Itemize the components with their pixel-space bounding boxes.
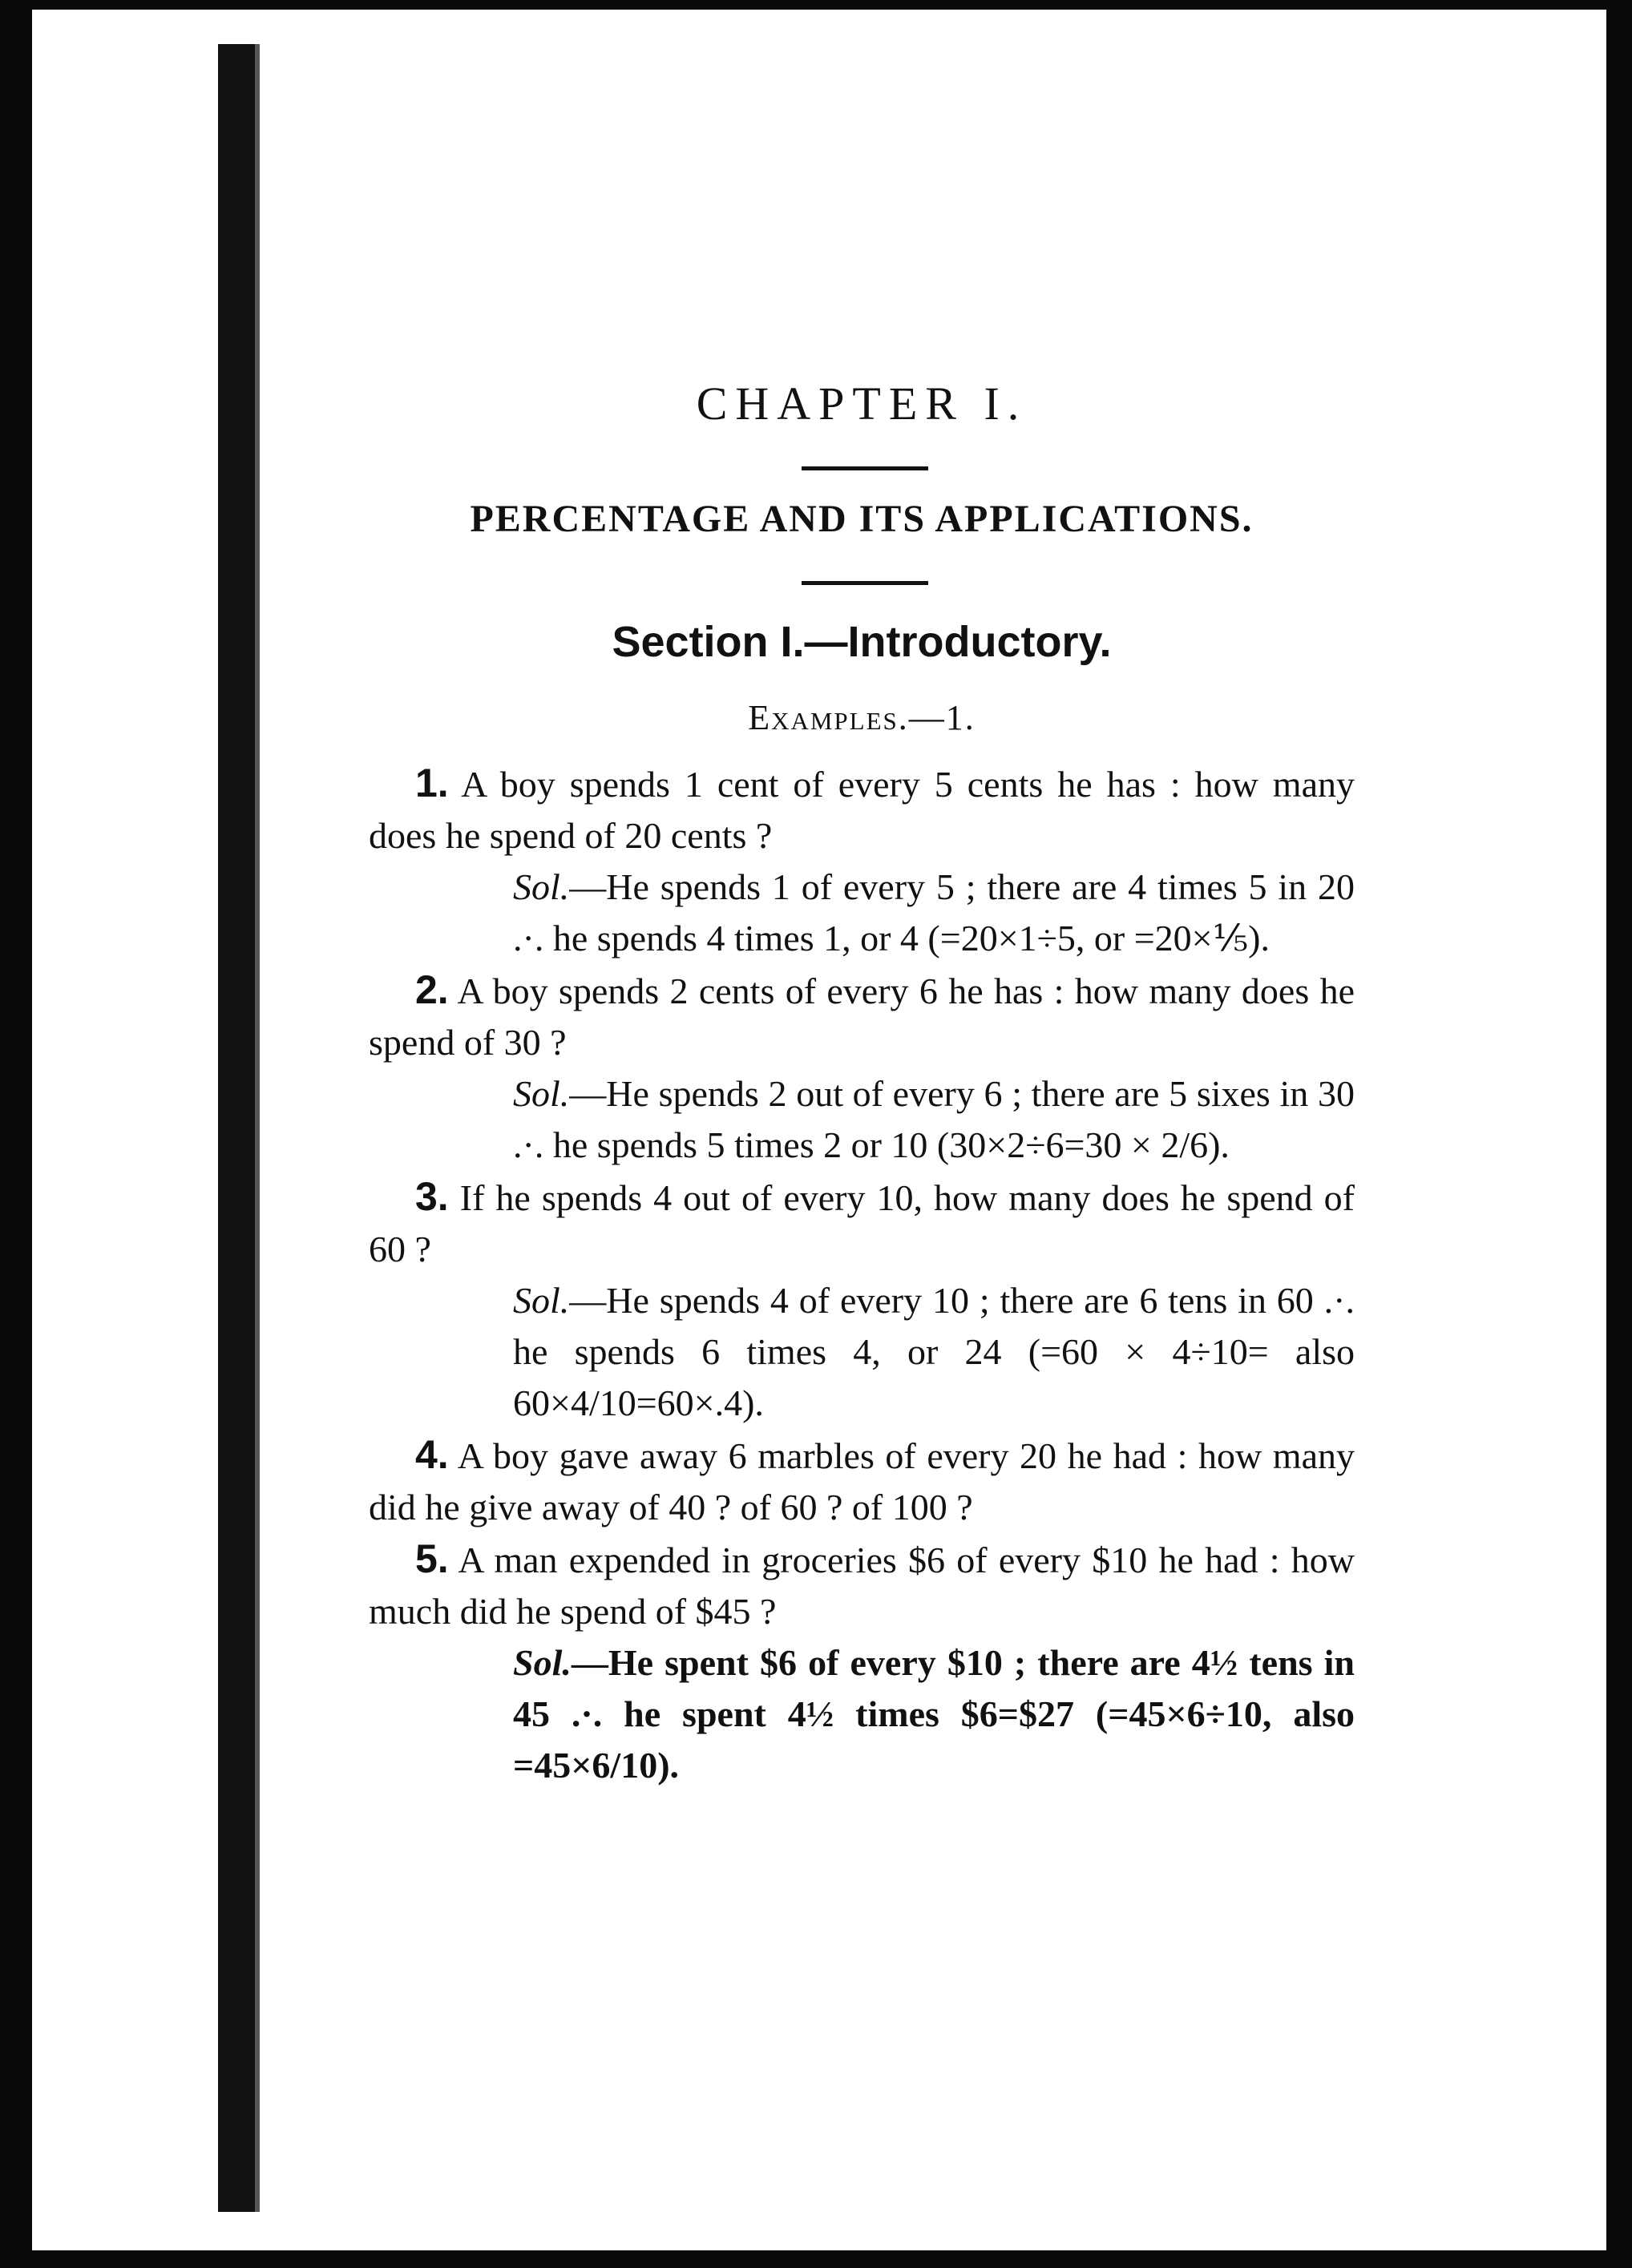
problem-2 bbox=[369, 964, 1355, 1068]
examples-heading: Examples.—1. bbox=[748, 698, 976, 737]
solution-1 bbox=[513, 862, 1355, 964]
scan-border-top bbox=[0, 0, 1632, 10]
problem-number: 3. bbox=[415, 1174, 449, 1219]
problem-5 bbox=[369, 1533, 1355, 1637]
scan-border-left bbox=[0, 0, 32, 2268]
chapter-title: PERCENTAGE AND ITS APPLICATIONS. bbox=[470, 498, 1254, 540]
book-spine-shadow bbox=[218, 44, 255, 2212]
problem-1 bbox=[369, 757, 1355, 862]
problem-3 bbox=[369, 1171, 1355, 1275]
examples-body bbox=[369, 757, 1355, 1791]
scan-border-bottom bbox=[0, 2250, 1632, 2268]
solution-label: Sol. bbox=[513, 1073, 570, 1114]
problem-text: A man expended in groceries $6 of every $10 he had : how much did he spend of $45 ? bbox=[369, 1540, 1355, 1632]
problem-number: 2. bbox=[415, 967, 449, 1012]
solution-3 bbox=[513, 1275, 1355, 1429]
solution-text: —He spends 2 out of every 6 ; there are 5 sixes in 30 .·. he spends 5 times 2 or 10 (30×2÷6=30 × 2/6). bbox=[513, 1073, 1355, 1165]
divider-rule bbox=[802, 466, 928, 470]
problem-text: If he spends 4 out of every 10, how many does he spend of 60 ? bbox=[369, 1177, 1355, 1269]
problem-text: A boy gave away 6 marbles of every 20 he had : how many did he give away of 40 ? of 60 ? of 100 ? bbox=[369, 1435, 1355, 1527]
problem-text: A boy spends 2 cents of every 6 he has : how many does he spend of 30 ? bbox=[369, 971, 1355, 1063]
problem-number: 4. bbox=[415, 1432, 449, 1477]
solution-text: —He spends 4 of every 10 ; there are 6 tens in 60 .·. he spends 6 times 4, or 24 (=60 × 4÷10= also 60×4/10=60×.4). bbox=[513, 1280, 1355, 1423]
book-spine-edge bbox=[255, 44, 260, 2212]
problem-text: A boy spends 1 cent of every 5 cents he has : how many does he spend of 20 cents ? bbox=[369, 764, 1355, 856]
divider-rule bbox=[802, 581, 928, 585]
section-heading: Section I.—Introductory. bbox=[612, 618, 1112, 666]
solution-label: Sol. bbox=[513, 866, 570, 907]
solution-label: Sol. bbox=[513, 1642, 572, 1683]
problem-number: 1. bbox=[415, 761, 449, 805]
solution-text: —He spent $6 of every $10 ; there are 4½ tens in 45 .·. he spent 4½ times $6=$27 (=45×6÷10, also =45×6/10). bbox=[513, 1642, 1355, 1786]
problem-4 bbox=[369, 1429, 1355, 1533]
solution-5 bbox=[513, 1637, 1355, 1791]
scan-border-right bbox=[1606, 0, 1632, 2268]
problem-number: 5. bbox=[415, 1536, 449, 1581]
solution-2 bbox=[513, 1068, 1355, 1171]
solution-label: Sol. bbox=[513, 1280, 570, 1321]
solution-text: —He spends 1 of every 5 ; there are 4 times 5 in 20 .·. he spends 4 times 1, or 4 (=20×1÷5, or =20×⅕). bbox=[513, 866, 1355, 958]
chapter-heading: CHAPTER I. bbox=[696, 377, 1028, 430]
